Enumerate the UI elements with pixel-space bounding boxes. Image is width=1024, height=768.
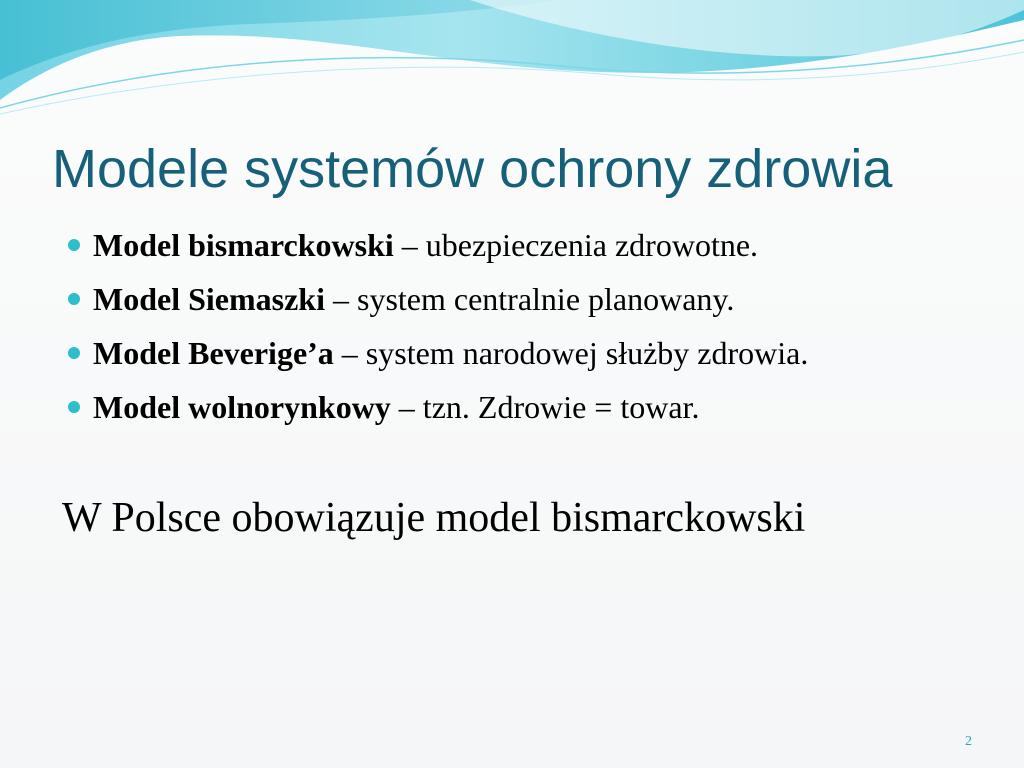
bullet-description: – system narodowej służby zdrowia. [333,335,809,371]
bullet-description: – system centralnie planowany. [324,281,735,317]
page-number: 2 [965,734,972,749]
summary-statement: W Polsce obowiązuje model bismarckowski [62,495,806,541]
bullet-item [68,382,998,436]
bullet-term: Model bismarckowski [93,227,394,263]
header-wave-decoration [0,0,1024,120]
bullet-dot-icon [68,401,80,413]
bullet-item [68,328,998,382]
bullet-description: – tzn. Zdrowie = towar. [390,389,700,425]
bullet-dot-icon [68,239,80,251]
bullet-term: Model wolnorynkowy [93,389,391,425]
bullet-term: Model Beverige’a [93,335,334,371]
bullet-list [68,220,998,436]
slide-title: Modele systemów ochrony zdrowia [52,139,893,199]
bullet-item [68,220,998,274]
bullet-item [68,274,998,328]
bullet-dot-icon [68,293,80,305]
bullet-term: Model Siemaszki [93,281,325,317]
bullet-description: – ubezpieczenia zdrowotne. [393,227,759,263]
bullet-dot-icon [68,347,80,359]
